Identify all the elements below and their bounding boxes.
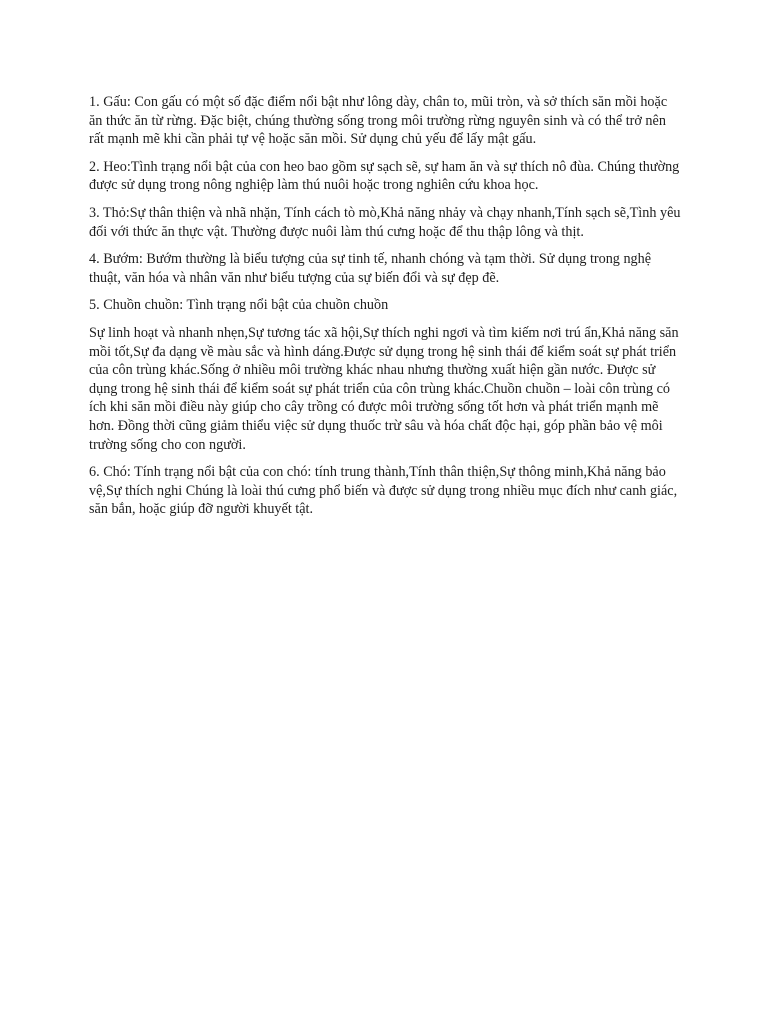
paragraph-butterfly: 4. Bướm: Bướm thường là biểu tượng của sự tinh tế, nhanh chóng và tạm thời. Sử dụng trong nghệ thuật, văn hóa và nhân văn như biểu tượng của sự biến đổi và sự đẹp đẽ. xyxy=(89,251,652,286)
paragraph-dragonfly-heading: 5. Chuồn chuồn: Tình trạng nổi bật của chuồn chuồn xyxy=(89,297,389,314)
paragraph-rabbit: 3. Thỏ:Sự thân thiện và nhã nhặn, Tính cách tò mò,Khả năng nhảy và chạy nhanh,Tính sạch sẽ,Tình yêu đối với thức ăn thực vật. Thường được nuôi làm thú cưng hoặc để thu thập lông và thịt. xyxy=(89,204,681,240)
document-body xyxy=(89,93,683,528)
paragraph-dragonfly-details: Sự linh hoạt và nhanh nhẹn,Sự tương tác xã hội,Sự thích nghi ngơi và tìm kiếm nơi trú ẩn,Khả năng săn mồi tốt,Sự đa dạng về màu sắc và hình dáng.Được sử dụng trong hệ sinh thái để kiểm soát sự phát triển của côn trùng khác.Sống ở nhiều môi trường khác nhau nhưng thường xuất hiện gần nước. Được sử dụng trong hệ sinh thái để kiểm soát sự phát triển của côn trùng khác.Chuồn chuồn – loài côn trùng có ích khi săn mồi điều này giúp cho cây trồng có được môi trường sống tốt hơn và phát triển mạnh mẽ hơn. Đồng thời cũng giảm thiểu việc sử dụng thuốc trừ sâu và hóa chất độc hại, góp phần bảo vệ môi trường sống cho con người. xyxy=(89,324,679,453)
paragraph-pig: 2. Heo:Tình trạng nổi bật của con heo bao gồm sự sạch sẽ, sự ham ăn và sự thích nô đùa. Chúng thường được sử dụng trong nông nghiệp làm thú nuôi hoặc trong nghiên cứu khoa học. xyxy=(89,158,680,194)
paragraph-bear: 1. Gấu: Con gấu có một số đặc điểm nổi bật như lông dày, chân to, mũi tròn, và sở thích săn mồi hoặc ăn thức ăn từ rừng. Đặc biệt, chúng thường sống trong môi trường rừng nguyên sinh và có thể trở nên rất mạnh mẽ khi cần phải tự vệ hoặc săn mồi. Sử dụng chủ yếu để lấy mật gấu. xyxy=(89,94,668,148)
paragraph-dog: 6. Chó: Tính trạng nổi bật của con chó: tính trung thành,Tính thân thiện,Sự thông minh,Khả năng bảo vệ,Sự thích nghi Chúng là loài thú cưng phổ biến và được sử dụng trong nhiều mục đích như canh giác, săn bắn, hoặc giúp đỡ người khuyết tật. xyxy=(89,464,678,518)
